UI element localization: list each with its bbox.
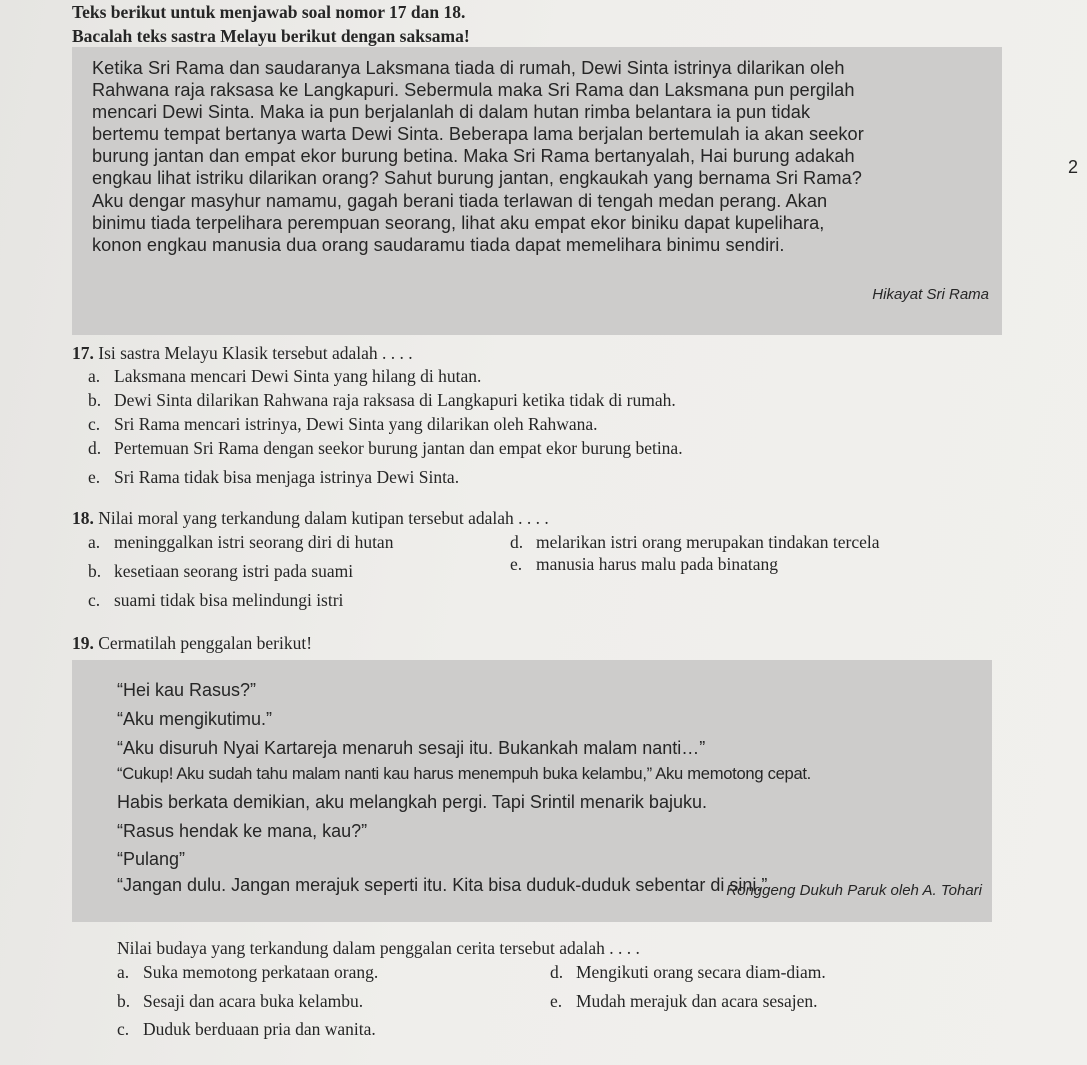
passage-source-hikayat: Hikayat Sri Rama (872, 286, 989, 303)
passage-source-ronggeng: Ronggeng Dukuh Paruk oleh A. Tohari (726, 882, 982, 899)
q18-option-c[interactable]: c. suami tidak bisa melindungi istri (88, 590, 344, 610)
question-17 (72, 343, 413, 364)
question-19-prompt: Nilai budaya yang terkandung dalam penggalan cerita tersebut adalah . . . . (117, 938, 640, 958)
q18-option-a[interactable]: a. meninggalkan istri seorang diri di hutan (88, 532, 394, 552)
dialogue-line: “Aku mengikutimu.” (117, 709, 273, 729)
q17-option-c[interactable]: c. Sri Rama mencari istrinya, Dewi Sinta yang dilarikan oleh Rahwana. (88, 414, 598, 434)
q19-option-a[interactable]: a. Suka memotong perkataan orang. (117, 962, 379, 982)
q18-option-b[interactable]: b. kesetiaan seorang istri pada suami (88, 561, 354, 581)
passage-line: konon engkau manusia dua orang saudaramu tiada dapat memelihara binimu sendiri. (92, 234, 785, 255)
q19-option-e[interactable]: e. Mudah merajuk dan acara sesajen. (550, 991, 818, 1011)
dialogue-line: “Cukup! Aku sudah tahu malam nanti kau harus menempuh buka kelambu,” Aku memotong cepat. (117, 764, 811, 783)
passage-line: Ketika Sri Rama dan saudaranya Laksmana tiada di rumah, Dewi Sinta istrinya dilarikan oleh (92, 58, 845, 78)
q19-option-c[interactable]: c. Duduk berduaan pria dan wanita. (117, 1019, 376, 1039)
q19-option-b[interactable]: b. Sesaji dan acara buka kelambu. (117, 991, 364, 1011)
dialogue-line: “Hei kau Rasus?” (117, 680, 257, 700)
q18-option-e[interactable]: e. manusia harus malu pada binatang (510, 554, 779, 574)
q17-option-d[interactable]: d. Pertemuan Sri Rama dengan seekor burung jantan dan empat ekor burung betina. (88, 438, 683, 458)
q17-option-e[interactable]: e. Sri Rama tidak bisa menjaga istrinya Dewi Sinta. (88, 467, 460, 487)
passage-line: Rahwana raja raksasa ke Langkapuri. Sebermula maka Sri Rama dan Laksmana pun pergilah (92, 80, 855, 101)
margin-page-number: 2 (1068, 157, 1079, 177)
dialogue-line: “Pulang” (117, 849, 186, 869)
passage-line: engkau lihat istriku dilarikan orang? Sahut burung jantan, engkaukah yang bernama Sri Rama? (92, 168, 862, 189)
passage-line: bertemu tempat bertanya warta Dewi Sinta. Beberapa lama berjalan bertemulah ia akan seekor (92, 124, 864, 145)
dialogue-line: “Jangan dulu. Jangan merajuk seperti itu. Kita bisa duduk-duduk sebentar di sini.” (117, 875, 768, 895)
intro-instruction: Teks berikut untuk menjawab soal nomor 17 dan 18. (72, 2, 466, 22)
dialogue-line: “Rasus hendak ke mana, kau?” (117, 821, 368, 841)
question-text: Nilai moral yang terkandung dalam kutipan tersebut adalah . . . . (98, 508, 549, 528)
passage-line: Aku dengar masyhur namamu, gagah berani tiada terlawan di tengah medan perang. Akan (92, 190, 828, 211)
question-text: Isi sastra Melayu Klasik tersebut adalah . . . . (98, 343, 413, 363)
question-18 (72, 508, 549, 529)
q17-option-a[interactable]: a. Laksmana mencari Dewi Sinta yang hilang di hutan. (88, 366, 482, 386)
passage-line: binimu tiada terpelihara perempuan seorang, lihat aku empat ekor biniku dapat kupelihara, (92, 212, 825, 233)
passage-line: burung jantan dan empat ekor burung betina. Maka Sri Rama bertanyalah, Hai burung adakah (92, 146, 855, 167)
question-number: 17. (72, 343, 94, 363)
question-number: 18. (72, 508, 94, 528)
dialogue-line: “Aku disuruh Nyai Kartareja menaruh sesaji itu. Bukankah malam nanti…” (117, 738, 706, 758)
passage-line: mencari Dewi Sinta. Maka ia pun berjalanlah di dalam hutan rimba belantara ia pun tidak (92, 102, 811, 123)
q17-option-b[interactable]: b. Dewi Sinta dilarikan Rahwana raja raksasa di Langkapuri ketika tidak di rumah. (88, 390, 676, 410)
q19-option-d[interactable]: d. Mengikuti orang secara diam-diam. (550, 962, 826, 982)
question-number: 19. (72, 633, 94, 653)
question-19 (72, 633, 312, 654)
question-text: Cermatilah penggalan berikut! (98, 633, 313, 653)
q18-option-d[interactable]: d. melarikan istri orang merupakan tindakan tercela (510, 532, 880, 552)
intro-reading-prompt: Bacalah teks sastra Melayu berikut dengan saksama! (72, 26, 470, 46)
dialogue-line: Habis berkata demikian, aku melangkah pergi. Tapi Srintil menarik bajuku. (117, 792, 707, 812)
passage-hikayat (92, 57, 992, 256)
